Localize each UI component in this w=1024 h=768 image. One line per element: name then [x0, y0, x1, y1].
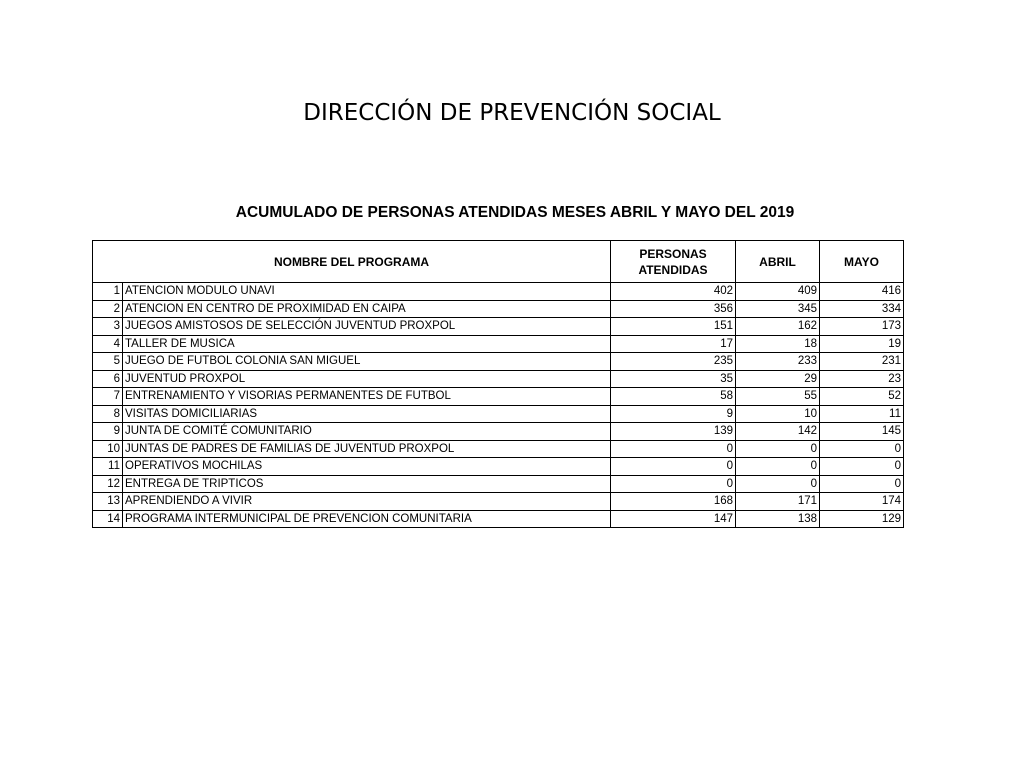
row-number: 5 — [93, 353, 123, 371]
may-value: 334 — [820, 300, 904, 318]
table-row — [93, 405, 904, 423]
program-name: OPERATIVOS MOCHILAS — [123, 458, 611, 476]
april-value: 171 — [736, 493, 820, 511]
may-value: 0 — [820, 475, 904, 493]
table-row — [93, 318, 904, 336]
persons-value: 0 — [611, 458, 736, 476]
april-value: 18 — [736, 335, 820, 353]
program-name: ENTREGA DE TRIPTICOS — [123, 475, 611, 493]
april-value: 142 — [736, 423, 820, 441]
table-title: ACUMULADO DE PERSONAS ATENDIDAS MESES ABRIL Y MAYO DEL 2019 — [235, 204, 795, 221]
row-number: 11 — [93, 458, 123, 476]
april-value: 0 — [736, 458, 820, 476]
program-name: PROGRAMA INTERMUNICIPAL DE PREVENCION COMUNITARIA — [123, 510, 611, 528]
may-value: 416 — [820, 283, 904, 301]
table-row — [93, 423, 904, 441]
table-row — [93, 458, 904, 476]
table-body — [93, 283, 904, 528]
april-value: 0 — [736, 475, 820, 493]
april-value: 10 — [736, 405, 820, 423]
program-name: ATENCION EN CENTRO DE PROXIMIDAD EN CAIPA — [123, 300, 611, 318]
row-number: 8 — [93, 405, 123, 423]
table-row — [93, 493, 904, 511]
persons-value: 0 — [611, 475, 736, 493]
program-name: ATENCION MODULO UNAVI — [123, 283, 611, 301]
row-number: 14 — [93, 510, 123, 528]
april-value: 162 — [736, 318, 820, 336]
may-value: 0 — [820, 440, 904, 458]
april-value: 55 — [736, 388, 820, 406]
april-value: 0 — [736, 440, 820, 458]
row-number: 3 — [93, 318, 123, 336]
table-row — [93, 300, 904, 318]
page-title: DIRECCIÓN DE PREVENCIÓN SOCIAL — [303, 100, 721, 126]
may-value: 0 — [820, 458, 904, 476]
row-number: 12 — [93, 475, 123, 493]
program-name: JUVENTUD PROXPOL — [123, 370, 611, 388]
row-number: 7 — [93, 388, 123, 406]
header-persons-line2: ATENDIDAS — [638, 262, 708, 277]
table-row — [93, 475, 904, 493]
may-value: 129 — [820, 510, 904, 528]
data-table — [92, 240, 904, 528]
program-name: JUEGO DE FUTBOL COLONIA SAN MIGUEL — [123, 353, 611, 371]
persons-value: 151 — [611, 318, 736, 336]
row-number: 9 — [93, 423, 123, 441]
april-value: 409 — [736, 283, 820, 301]
persons-value: 35 — [611, 370, 736, 388]
program-name: TALLER DE MUSICA — [123, 335, 611, 353]
program-name: JUNTA DE COMITÉ COMUNITARIO — [123, 423, 611, 441]
table-row — [93, 370, 904, 388]
persons-value: 139 — [611, 423, 736, 441]
may-value: 11 — [820, 405, 904, 423]
program-name: JUNTAS DE PADRES DE FAMILIAS DE JUVENTUD PROXPOL — [123, 440, 611, 458]
program-name: APRENDIENDO A VIVIR — [123, 493, 611, 511]
table-row — [93, 510, 904, 528]
may-value: 231 — [820, 353, 904, 371]
header-persons-line1: PERSONAS — [639, 246, 707, 261]
row-number: 2 — [93, 300, 123, 318]
persons-value: 147 — [611, 510, 736, 528]
may-value: 52 — [820, 388, 904, 406]
persons-value: 168 — [611, 493, 736, 511]
table-row — [93, 353, 904, 371]
row-number: 4 — [93, 335, 123, 353]
header-may: MAYO — [820, 241, 904, 283]
row-number: 13 — [93, 493, 123, 511]
may-value: 174 — [820, 493, 904, 511]
persons-value: 356 — [611, 300, 736, 318]
april-value: 345 — [736, 300, 820, 318]
row-number: 10 — [93, 440, 123, 458]
header-april: ABRIL — [736, 241, 820, 283]
header-persons — [611, 241, 736, 283]
header-program: NOMBRE DEL PROGRAMA — [93, 241, 611, 283]
may-value: 145 — [820, 423, 904, 441]
table-row — [93, 283, 904, 301]
header-row — [93, 241, 904, 283]
persons-value: 9 — [611, 405, 736, 423]
april-value: 138 — [736, 510, 820, 528]
table-row — [93, 388, 904, 406]
persons-value: 17 — [611, 335, 736, 353]
persons-value: 235 — [611, 353, 736, 371]
may-value: 19 — [820, 335, 904, 353]
may-value: 23 — [820, 370, 904, 388]
row-number: 1 — [93, 283, 123, 301]
persons-value: 0 — [611, 440, 736, 458]
april-value: 29 — [736, 370, 820, 388]
program-name: JUEGOS AMISTOSOS DE SELECCIÓN JUVENTUD PROXPOL — [123, 318, 611, 336]
persons-value: 58 — [611, 388, 736, 406]
program-name: VISITAS DOMICILIARIAS — [123, 405, 611, 423]
persons-value: 402 — [611, 283, 736, 301]
table-row — [93, 335, 904, 353]
table-row — [93, 440, 904, 458]
april-value: 233 — [736, 353, 820, 371]
row-number: 6 — [93, 370, 123, 388]
program-name: ENTRENAMIENTO Y VISORIAS PERMANENTES DE FUTBOL — [123, 388, 611, 406]
may-value: 173 — [820, 318, 904, 336]
